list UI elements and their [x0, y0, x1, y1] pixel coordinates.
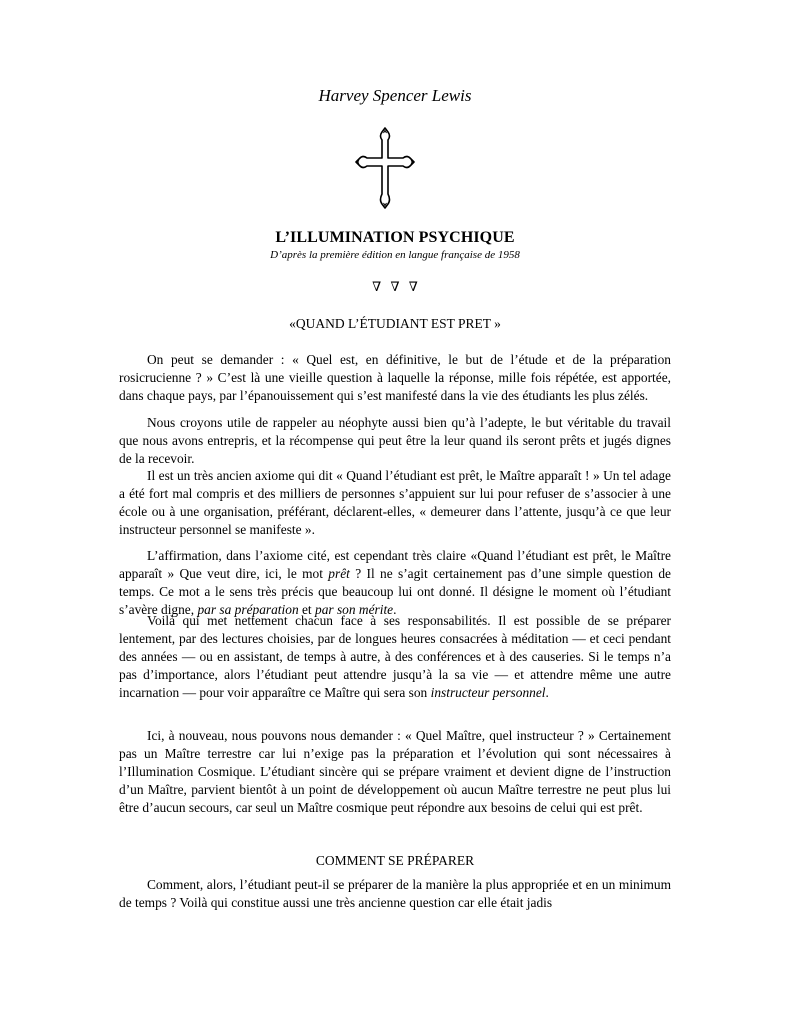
paragraph — [119, 612, 671, 702]
rosicrucian-cross-icon — [355, 126, 415, 210]
emphasis-text: prêt — [328, 566, 350, 581]
paragraph-text: L’affirmation, dans l’axiome cité, est cependant très claire «Quand l’étudiant est prêt, le Maître apparaît » Que veut dire, ici, le mot — [119, 548, 671, 581]
paragraph: Ici, à nouveau, nous pouvons nous demander : « Quel Maître, quel instructeur ? » Certainement pas un Maître terrestre car lui n’exige pas la préparation et l’évolution qui sont nécessaires à l’Illumination Cosmique. L’étudiant sincère qui se prépare vraiment et devient digne de l’instruction d’un Maître, parvient bientôt à un point de développement où aucun Maître terrestre ne peut plus lui être d’aucun secours, car seul un Maître cosmique peut répondre aux besoins de celui qui est prêt. — [119, 728, 671, 815]
paragraph-text: . — [545, 685, 549, 700]
document-title: L’ILLUMINATION PSYCHIQUE — [275, 229, 515, 246]
section-heading: COMMENT SE PRÉPARER — [315, 853, 475, 868]
paragraph: Nous croyons utile de rappeler au néophyte aussi bien qu’à l’adepte, le but véritable du travail que nous avons entrepris, et la récompense qui peut être la leur quand ils seront prêts et jugés dignes de la recevoir. — [119, 415, 671, 466]
paragraph — [119, 547, 671, 619]
paragraph-text: . — [393, 602, 397, 617]
emphasis-text: instructeur personnel — [430, 685, 546, 700]
paragraph-text: et — [298, 602, 315, 617]
paragraph: Comment, alors, l’étudiant peut-il se préparer de la manière la plus appropriée et en un minimum de temps ? Voilà qui constitue aussi une très ancienne question car elle était jadis — [119, 877, 671, 910]
paragraph: On peut se demander : « Quel est, en définitive, le but de l’étude et de la préparation rosicrucienne ? » C’est là une vieille question à laquelle la réponse, mille fois répétée, est apportée, dans chaque pays, par l’épanouissement qui s’est manifesté dans la vie des étudiants les plus zélés. — [119, 352, 671, 403]
document-subtitle: D’après la première édition en langue française de 1958 — [270, 249, 520, 261]
emphasis-text: par sa préparation — [197, 602, 299, 617]
triangle-separator: ∇ ∇ ∇ — [372, 279, 418, 294]
paragraph: Il est un très ancien axiome qui dit « Quand l’étudiant est prêt, le Maître apparaît ! » Un tel adage a été fort mal compris et des milliers de personnes s’appuient sur lui pour refuser de s’associer à une école ou à une organisation, préférant, déclarent-elles, « demeurer dans l’attente, jusqu’à ce que leur instructeur personnel se manifeste ». — [119, 468, 671, 537]
paragraph-text: ? Il ne s’agit certainement pas d’une simple question de temps. Ce mot a le sens très précis que beaucoup lui ont donné. Il désigne le moment où l’étudiant s’avère digne, — [119, 566, 671, 617]
section-heading: «QUAND L’ÉTUDIANT EST PRET » — [289, 316, 501, 331]
paragraph-text: Voilà qui met nettement chacun face à ses responsabilités. Il est possible de se préparer lentement, par des lectures choisies, par de longues heures consacrées à méditation — et ceci pendant des années — ou en assistant, de temps à autre, à des conférences et à des causeries. Si le temps n’a pas d’importance, alors l’étudiant peut attendre jusqu’à la sa vie — et attendre même une autre incarnation — pour voir apparaître ce Maître qui sera son — [119, 613, 671, 700]
author-name: Harvey Spencer Lewis — [318, 86, 472, 105]
emphasis-text: par son mérite — [315, 602, 394, 617]
